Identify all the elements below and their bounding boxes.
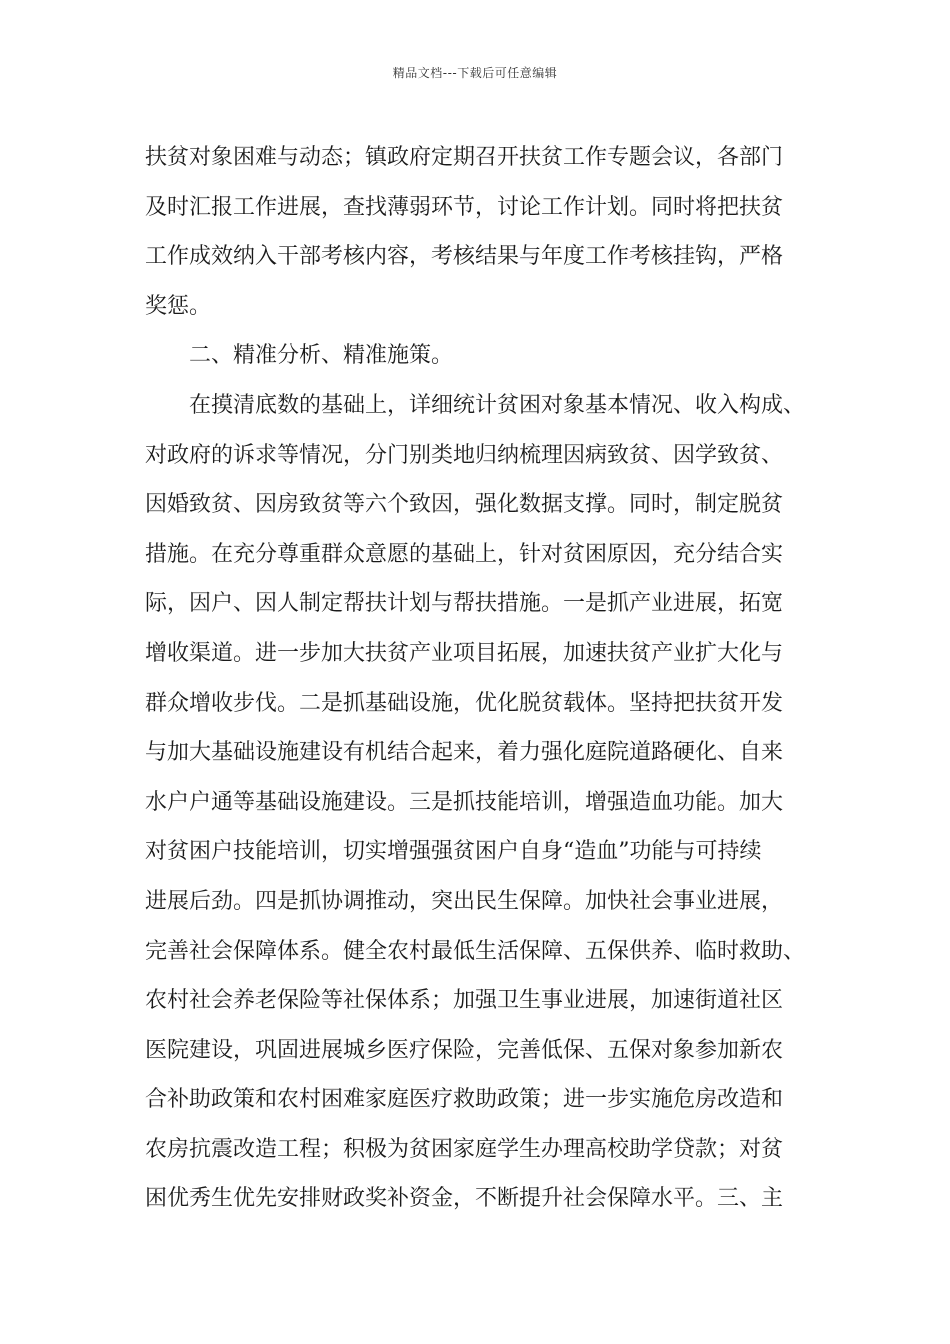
text-line: 因婚致贫、因房致贫等六个致因，强化数据支撑。同时，制定脱贫 [145,492,784,518]
text-line: 农村社会养老保险等社保体系；加强卫生事业进展，加速街道社区 [145,988,784,1014]
text-line: 及时汇报工作进展，查找薄弱环节，讨论工作计划。同时将把扶贫 [145,194,784,220]
text-line: 增收渠道。进一步加大扶贫产业项目拓展，加速扶贫产业扩大化与 [145,640,784,666]
text-line: 对政府的诉求等情况，分门别类地归纳梳理因病致贫、因学致贫、 [145,442,784,468]
body-text [145,133,825,1224]
text-line: 对贫困户技能培训，切实增强强贫困户自身“造血”功能与可持续 [145,839,762,865]
text-line: 群众增收步伐。二是抓基础设施，优化脱贫载体。坚持把扶贫开发 [145,690,784,716]
section-heading: 二、精准分析、精准施策。 [189,343,454,369]
text-line: 医院建设，巩固进展城乡医疗保险，完善低保、五保对象参加新农 [145,1037,784,1063]
text-line: 完善社会保障体系。健全农村最低生活保障、五保供养、临时救助、 [145,938,806,964]
text-line: 进展后劲。四是抓协调推动，突出民生保障。加快社会事业进展， [145,888,784,914]
text-line: 与加大基础设施建设有机结合起来，着力强化庭院道路硬化、自来 [145,740,784,766]
text-line: 困优秀生优先安排财政奖补资金，不断提升社会保障水平。三、主 [145,1186,784,1212]
text-line: 措施。在充分尊重群众意愿的基础上，针对贫困原因，充分结合实 [145,541,784,567]
paragraph-first-line: 在摸清底数的基础上，详细统计贫困对象基本情况、收入构成、 [189,392,806,418]
text-line: 扶贫对象困难与动态；镇政府定期召开扶贫工作专题会议，各部门 [145,145,784,170]
page-header: 精品文档---下载后可任意编辑 [392,66,558,80]
text-line: 工作成效纳入干部考核内容，考核结果与年度工作考核挂钩，严格 [145,244,784,270]
text-line: 水户户通等基础设施建设。三是抓技能培训，增强造血功能。加大 [145,789,784,815]
text-line: 际，因户、因人制定帮扶计划与帮扶措施。一是抓产业进展，拓宽 [145,591,784,617]
text-line: 合补助政策和农村困难家庭医疗救助政策；进一步实施危房改造和 [145,1087,784,1113]
text-line: 奖惩。 [145,293,212,319]
text-line: 农房抗震改造工程；积极为贫困家庭学生办理高校助学贷款；对贫 [145,1136,784,1162]
